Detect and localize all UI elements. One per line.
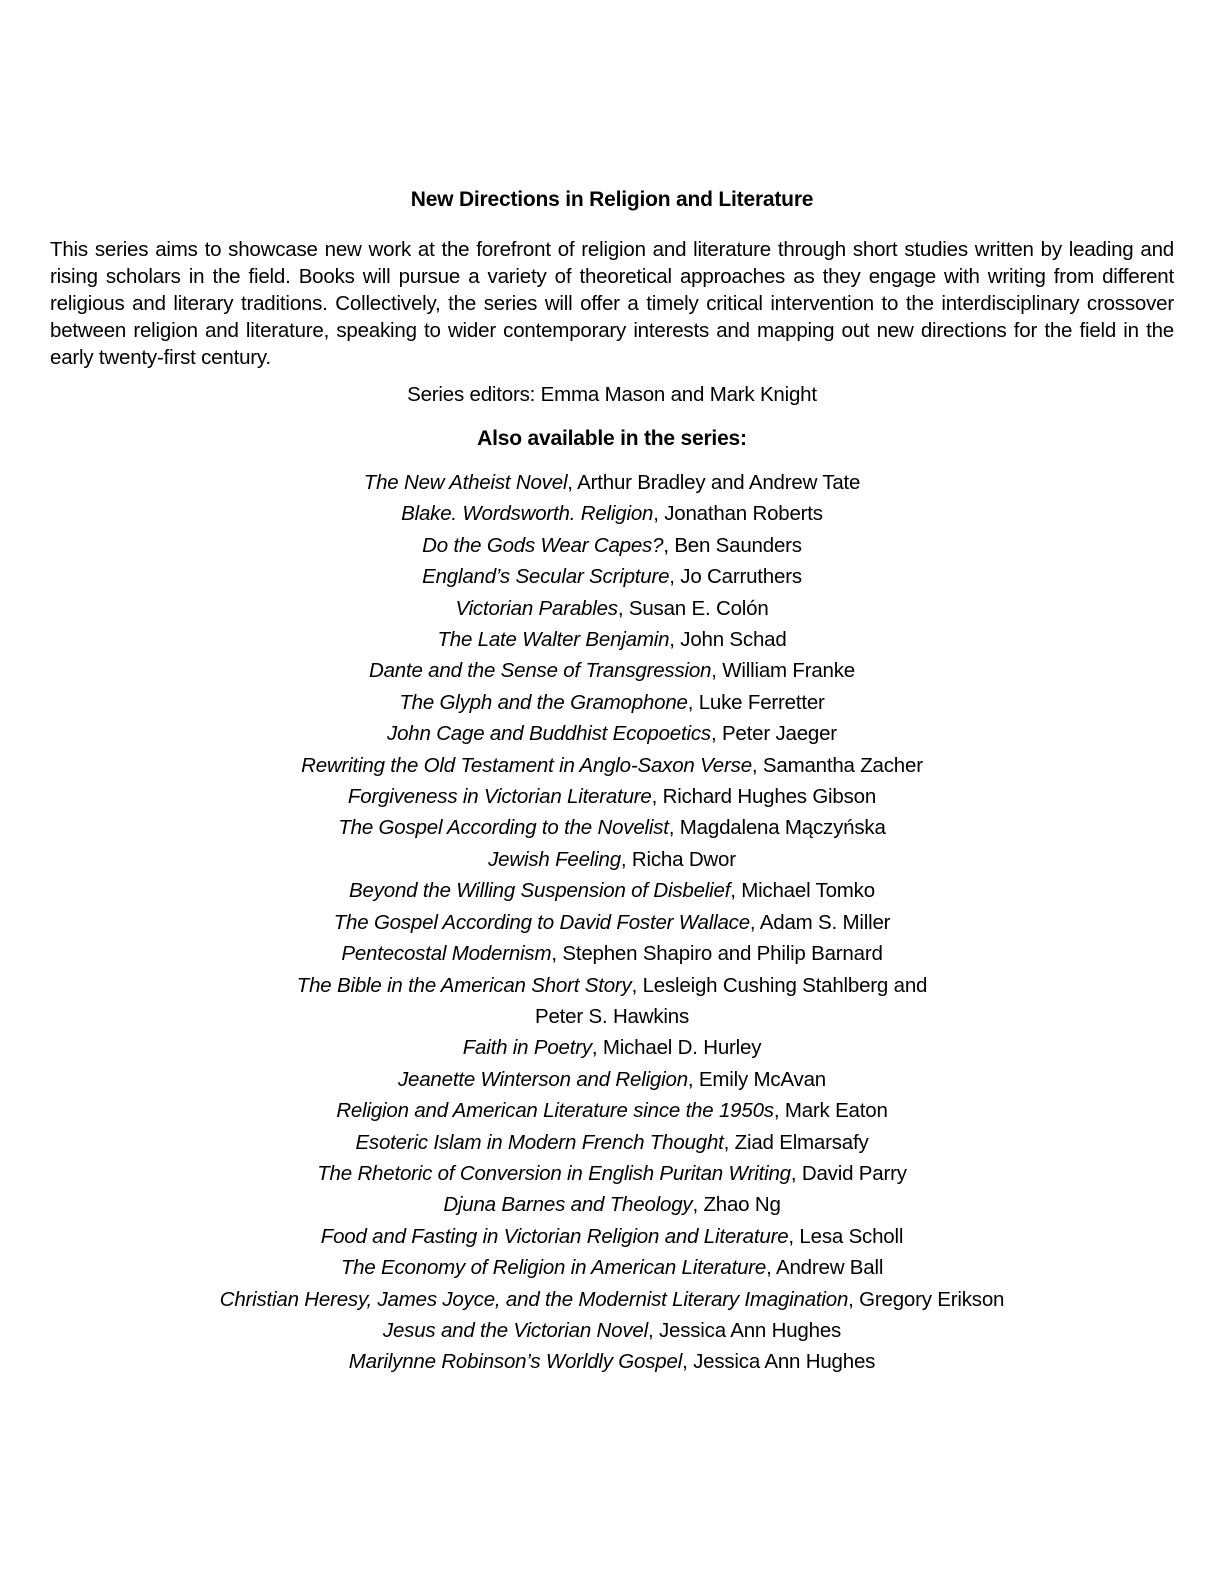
- also-available-heading: Also available in the series:: [477, 427, 747, 450]
- book-title: The Glyph and the Gramophone: [399, 690, 688, 714]
- book-item: Christian Heresy, James Joyce, and the Modernist Literary Imagination, Gregory Erikson: [219, 1287, 1005, 1311]
- book-authors: Gregory Erikson: [859, 1287, 1005, 1311]
- book-authors: Luke Ferretter: [698, 690, 825, 714]
- book-authors: Jo Carruthers: [680, 565, 802, 589]
- book-title: Jesus and the Victorian Novel: [382, 1318, 648, 1342]
- book-title: Pentecostal Modernism: [341, 942, 552, 966]
- book-title: Do the Gods Wear Capes?: [422, 533, 664, 557]
- book-item: Rewriting the Old Testament in Anglo-Saxon Verse, Samantha Zacher: [301, 753, 923, 777]
- book-item: The Gospel According to the Novelist, Magdalena Mączyńska: [338, 816, 886, 840]
- book-item: Food and Fasting in Victorian Religion and Literature, Lesa Scholl: [320, 1224, 904, 1248]
- book-title: Dante and the Sense of Transgression: [368, 659, 712, 683]
- book-item: Jesus and the Victorian Novel, Jessica Ann Hughes: [382, 1318, 842, 1342]
- book-title: Blake. Wordsworth. Religion: [401, 502, 654, 526]
- book-title: England’s Secular Scripture: [422, 565, 670, 589]
- book-title: The Gospel According to the Novelist: [338, 816, 669, 840]
- book-authors: Ben Saunders: [674, 533, 802, 557]
- book-authors: Susan E. Colón: [628, 596, 769, 620]
- book-authors: Michael D. Hurley: [602, 1036, 762, 1060]
- book-list: [100, 467, 1124, 1378]
- book-authors: Jonathan Roberts: [664, 502, 823, 526]
- book-authors: Lesa Scholl: [799, 1224, 904, 1248]
- book-item: Esoteric Islam in Modern French Thought, Ziad Elmarsafy: [355, 1130, 869, 1154]
- book-item: Religion and American Literature since the 1950s, Mark Eaton: [336, 1099, 888, 1123]
- book-title: The Economy of Religion in American Literature: [340, 1256, 767, 1280]
- book-item: Marilynne Robinson’s Worldly Gospel, Jessica Ann Hughes: [348, 1350, 876, 1374]
- book-title: Victorian Parables: [455, 596, 618, 620]
- book-item: The Rhetoric of Conversion in English Puritan Writing, David Parry: [317, 1161, 907, 1185]
- book-item: Faith in Poetry, Michael D. Hurley: [462, 1036, 762, 1060]
- book-title: Jewish Feeling: [488, 847, 621, 871]
- book-title: Forgiveness in Victorian Literature: [347, 785, 652, 809]
- book-authors: Arthur Bradley and Andrew Tate: [577, 471, 861, 494]
- book-title: The Rhetoric of Conversion in English Puritan Writing: [317, 1161, 791, 1185]
- book-item: Blake. Wordsworth. Religion, Jonathan Roberts: [401, 502, 823, 526]
- book-item: England’s Secular Scripture, Jo Carruthers: [422, 565, 802, 589]
- book-authors: Lesleigh Cushing Stahlberg and Peter S. Hawkins: [534, 973, 928, 1028]
- book-authors: Ziad Elmarsafy: [734, 1130, 869, 1154]
- book-authors: Jessica Ann Hughes: [693, 1350, 876, 1374]
- book-item: Jeanette Winterson and Religion, Emily McAvan: [397, 1067, 826, 1091]
- book-authors: Mark Eaton: [784, 1099, 888, 1123]
- book-item: Forgiveness in Victorian Literature, Richard Hughes Gibson: [347, 785, 877, 809]
- book-item: Beyond the Willing Suspension of Disbelief, Michael Tomko: [349, 879, 875, 903]
- book-item: Pentecostal Modernism, Stephen Shapiro and Philip Barnard: [341, 942, 883, 966]
- book-authors: Stephen Shapiro and Philip Barnard: [562, 942, 883, 966]
- book-item: The New Atheist Novel, Arthur Bradley and Andrew Tate: [363, 471, 861, 494]
- book-authors: Zhao Ng: [703, 1193, 781, 1217]
- book-item: Djuna Barnes and Theology, Zhao Ng: [443, 1193, 781, 1217]
- book-title: The New Atheist Novel: [363, 471, 568, 494]
- book-title: John Cage and Buddhist Ecopoetics: [387, 722, 711, 746]
- book-title: The Bible in the American Short Story: [296, 973, 632, 997]
- book-title: Food and Fasting in Victorian Religion and Literature: [320, 1224, 789, 1248]
- book-item: The Gospel According to David Foster Wallace, Adam S. Miller: [333, 910, 891, 934]
- book-authors: Andrew Ball: [776, 1256, 884, 1280]
- book-authors: Richard Hughes Gibson: [662, 785, 877, 809]
- book-title: Religion and American Literature since the 1950s: [336, 1099, 774, 1123]
- book-item: Do the Gods Wear Capes?, Ben Saunders: [422, 533, 802, 557]
- book-item: Victorian Parables, Susan E. Colón: [455, 596, 769, 620]
- book-authors: John Schad: [680, 628, 787, 652]
- book-title: Esoteric Islam in Modern French Thought: [355, 1130, 724, 1154]
- book-title: Faith in Poetry: [462, 1036, 592, 1060]
- book-authors: David Parry: [801, 1161, 907, 1185]
- book-title: Christian Heresy, James Joyce, and the Modernist Literary Imagination: [219, 1287, 849, 1311]
- book-authors: Adam S. Miller: [759, 910, 891, 934]
- book-title: Rewriting the Old Testament in Anglo-Saxon Verse: [301, 753, 752, 777]
- book-authors: Richa Dwor: [631, 847, 736, 871]
- book-authors: Emily McAvan: [698, 1067, 826, 1091]
- book-title: Jeanette Winterson and Religion: [397, 1067, 688, 1091]
- book-authors: Samantha Zacher: [762, 753, 923, 777]
- book-item: John Cage and Buddhist Ecopoetics, Peter Jaeger: [387, 722, 837, 746]
- book-item: Jewish Feeling, Richa Dwor: [488, 847, 736, 871]
- book-item: The Glyph and the Gramophone, Luke Ferretter: [399, 690, 825, 714]
- book-item: The Bible in the American Short Story, Lesleigh Cushing Stahlberg and Peter S. Hawkins: [296, 973, 928, 1028]
- book-item: The Economy of Religion in American Literature, Andrew Ball: [340, 1256, 884, 1280]
- book-title: Beyond the Willing Suspension of Disbelief: [349, 879, 731, 903]
- book-title: The Late Walter Benjamin: [437, 628, 670, 652]
- book-authors: Michael Tomko: [741, 879, 875, 903]
- series-editors: Series editors: Emma Mason and Mark Knight: [407, 383, 817, 406]
- book-authors: Peter Jaeger: [721, 722, 837, 746]
- book-authors: William Franke: [722, 659, 856, 683]
- book-title: The Gospel According to David Foster Wallace: [333, 910, 750, 934]
- book-authors: Jessica Ann Hughes: [658, 1318, 842, 1342]
- book-item: The Late Walter Benjamin, John Schad: [437, 628, 787, 652]
- book-title: Marilynne Robinson’s Worldly Gospel: [348, 1350, 683, 1374]
- book-item: Dante and the Sense of Transgression, William Franke: [368, 659, 856, 683]
- book-authors: Magdalena Mączyńska: [679, 816, 886, 840]
- series-description: This series aims to showcase new work at the forefront of religion and literature through short studies written by leading and rising scholars in the field. Books will pursue a variety of theoretical approaches as they engage with writing from different religious and literary traditions. Collectively, the series will offer a timely critical intervention to the interdisciplinary crossover between religion and literature, speaking to wider contemporary interests and mapping out new directions for the field in the early twenty-first century.: [50, 238, 1174, 369]
- book-title: Djuna Barnes and Theology: [443, 1193, 693, 1217]
- series-title: New Directions in Religion and Literature: [410, 188, 814, 211]
